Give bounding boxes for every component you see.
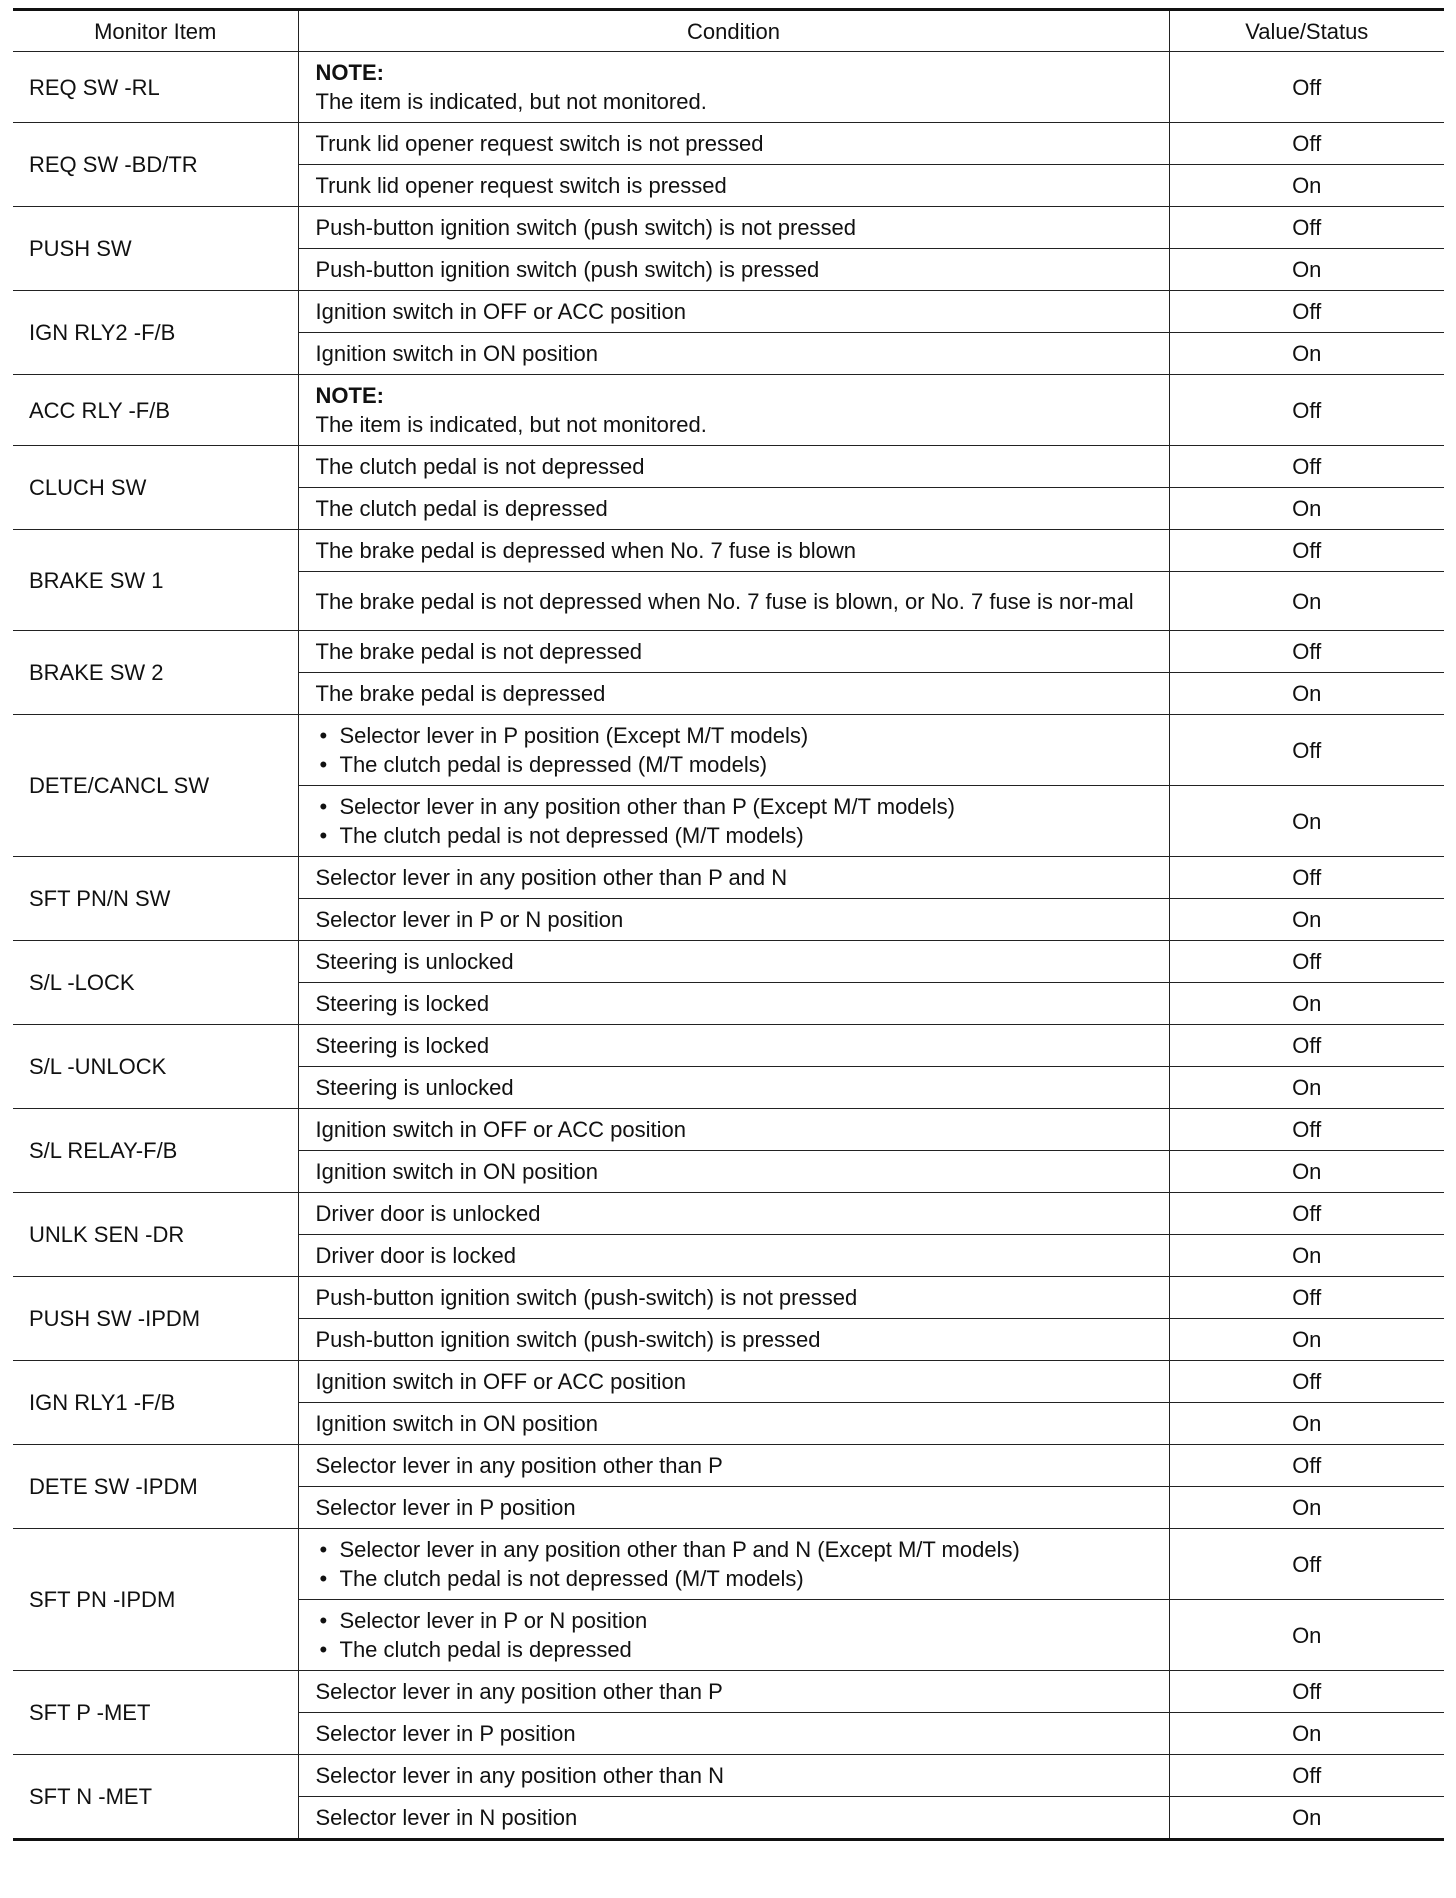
condition-cell: Steering is unlocked xyxy=(298,941,1169,983)
table-row xyxy=(13,375,1444,446)
value-status-cell: Off xyxy=(1169,1277,1444,1319)
value-status-cell: On xyxy=(1169,1713,1444,1755)
value-status-cell: On xyxy=(1169,1487,1444,1529)
condition-cell: Steering is locked xyxy=(298,1025,1169,1067)
value-status-cell: Off xyxy=(1169,123,1444,165)
note-label: NOTE: xyxy=(315,383,384,408)
table-row xyxy=(13,1671,1444,1713)
bullet-item: • Selector lever in any position other than P (Except M/T models) xyxy=(316,792,1155,821)
monitor-item-cell: S/L RELAY-F/B xyxy=(13,1109,298,1193)
condition-cell: Push-button ignition switch (push-switch) is pressed xyxy=(298,1319,1169,1361)
condition-cell: Ignition switch in OFF or ACC position xyxy=(298,1109,1169,1151)
monitor-item-cell: DETE SW -IPDM xyxy=(13,1445,298,1529)
value-status-cell: Off xyxy=(1169,1445,1444,1487)
monitor-item-cell: IGN RLY2 -F/B xyxy=(13,291,298,375)
table-row xyxy=(13,530,1444,572)
condition-cell: Ignition switch in OFF or ACC position xyxy=(298,291,1169,333)
value-status-cell: On xyxy=(1169,165,1444,207)
value-status-cell: On xyxy=(1169,1151,1444,1193)
value-status-cell: On xyxy=(1169,1067,1444,1109)
condition-cell xyxy=(298,375,1169,446)
table-row xyxy=(13,291,1444,333)
condition-cell xyxy=(298,1600,1169,1671)
table-row xyxy=(13,123,1444,165)
value-status-cell: Off xyxy=(1169,1755,1444,1797)
condition-cell: The clutch pedal is depressed xyxy=(298,488,1169,530)
condition-cell: The brake pedal is depressed xyxy=(298,673,1169,715)
condition-cell xyxy=(298,1529,1169,1600)
condition-cell: Selector lever in any position other than P and N xyxy=(298,857,1169,899)
header-value-status: Value/Status xyxy=(1169,10,1444,52)
table-row xyxy=(13,1277,1444,1319)
table-row xyxy=(13,207,1444,249)
table-row xyxy=(13,631,1444,673)
table-row xyxy=(13,941,1444,983)
monitor-item-cell: UNLK SEN -DR xyxy=(13,1193,298,1277)
monitor-item-cell: SFT PN/N SW xyxy=(13,857,298,941)
condition-cell: Push-button ignition switch (push switch) is not pressed xyxy=(298,207,1169,249)
monitor-item-cell: SFT N -MET xyxy=(13,1755,298,1840)
bullet-list xyxy=(316,1606,1155,1664)
value-status-cell: On xyxy=(1169,983,1444,1025)
bullet-list xyxy=(316,792,1155,850)
note-label: NOTE: xyxy=(315,60,384,85)
bullet-item: • Selector lever in any position other than P and N (Except M/T models) xyxy=(316,1535,1155,1564)
condition-cell: Ignition switch in OFF or ACC position xyxy=(298,1361,1169,1403)
condition-cell: Selector lever in N position xyxy=(298,1797,1169,1840)
condition-cell: Push-button ignition switch (push switch) is pressed xyxy=(298,249,1169,291)
condition-cell: The brake pedal is not depressed xyxy=(298,631,1169,673)
table-row xyxy=(13,1025,1444,1067)
bullet-item: • The clutch pedal is depressed xyxy=(316,1635,1155,1664)
value-status-cell: Off xyxy=(1169,375,1444,446)
monitor-item-cell: IGN RLY1 -F/B xyxy=(13,1361,298,1445)
value-status-cell: On xyxy=(1169,572,1444,631)
condition-cell xyxy=(298,715,1169,786)
table-row xyxy=(13,1529,1444,1600)
condition-cell: Driver door is locked xyxy=(298,1235,1169,1277)
monitor-item-cell: SFT PN -IPDM xyxy=(13,1529,298,1671)
bullet-item: • Selector lever in P position (Except M/T models) xyxy=(316,721,1155,750)
monitor-item-cell: S/L -LOCK xyxy=(13,941,298,1025)
value-status-cell: Off xyxy=(1169,207,1444,249)
table-row xyxy=(13,1755,1444,1797)
table-row xyxy=(13,1445,1444,1487)
value-status-cell: Off xyxy=(1169,1671,1444,1713)
monitor-item-cell: REQ SW -RL xyxy=(13,52,298,123)
value-status-cell: Off xyxy=(1169,1361,1444,1403)
monitor-item-cell: ACC RLY -F/B xyxy=(13,375,298,446)
monitor-item-cell: SFT P -MET xyxy=(13,1671,298,1755)
condition-cell: Push-button ignition switch (push-switch) is not pressed xyxy=(298,1277,1169,1319)
table-row xyxy=(13,52,1444,123)
value-status-cell: Off xyxy=(1169,1193,1444,1235)
value-status-cell: On xyxy=(1169,1797,1444,1840)
condition-cell xyxy=(298,786,1169,857)
header-row xyxy=(13,10,1444,52)
table-row xyxy=(13,857,1444,899)
table-row xyxy=(13,446,1444,488)
condition-cell: Selector lever in P position xyxy=(298,1487,1169,1529)
monitor-item-cell: DETE/CANCL SW xyxy=(13,715,298,857)
condition-cell: Selector lever in P or N position xyxy=(298,899,1169,941)
value-status-cell: Off xyxy=(1169,715,1444,786)
value-status-cell: On xyxy=(1169,1319,1444,1361)
condition-cell: Selector lever in P position xyxy=(298,1713,1169,1755)
condition-cell: Ignition switch in ON position xyxy=(298,333,1169,375)
value-status-cell: Off xyxy=(1169,446,1444,488)
table-row xyxy=(13,1193,1444,1235)
bullet-list xyxy=(316,721,1155,779)
table-row xyxy=(13,1109,1444,1151)
condition-cell: Trunk lid opener request switch is pressed xyxy=(298,165,1169,207)
value-status-cell: Off xyxy=(1169,1109,1444,1151)
monitor-item-cell: S/L -UNLOCK xyxy=(13,1025,298,1109)
value-status-cell: On xyxy=(1169,786,1444,857)
table-row xyxy=(13,1361,1444,1403)
bullet-list xyxy=(316,1535,1155,1593)
value-status-cell: Off xyxy=(1169,1025,1444,1067)
value-status-cell: Off xyxy=(1169,52,1444,123)
value-status-cell: On xyxy=(1169,1403,1444,1445)
note-text: The item is indicated, but not monitored. xyxy=(315,89,707,114)
table-body xyxy=(13,52,1444,1840)
condition-cell: The brake pedal is not depressed when No. 7 fuse is blown, or No. 7 fuse is nor-mal xyxy=(298,572,1169,631)
condition-cell: Driver door is unlocked xyxy=(298,1193,1169,1235)
table-row xyxy=(13,715,1444,786)
value-status-cell: On xyxy=(1169,333,1444,375)
condition-cell: Selector lever in any position other than N xyxy=(298,1755,1169,1797)
note-text: The item is indicated, but not monitored. xyxy=(315,412,707,437)
value-status-cell: On xyxy=(1169,1600,1444,1671)
value-status-cell: On xyxy=(1169,1235,1444,1277)
value-status-cell: On xyxy=(1169,249,1444,291)
bullet-item: • The clutch pedal is not depressed (M/T models) xyxy=(316,1564,1155,1593)
table-header xyxy=(13,10,1444,52)
condition-cell: Selector lever in any position other than P xyxy=(298,1671,1169,1713)
value-status-cell: On xyxy=(1169,673,1444,715)
header-monitor-item: Monitor Item xyxy=(13,10,298,52)
value-status-cell: Off xyxy=(1169,631,1444,673)
value-status-cell: Off xyxy=(1169,530,1444,572)
condition-cell: Ignition switch in ON position xyxy=(298,1403,1169,1445)
condition-cell: Steering is unlocked xyxy=(298,1067,1169,1109)
monitor-item-cell: BRAKE SW 2 xyxy=(13,631,298,715)
value-status-cell: On xyxy=(1169,899,1444,941)
monitor-item-cell: CLUCH SW xyxy=(13,446,298,530)
condition-cell: Steering is locked xyxy=(298,983,1169,1025)
bullet-item: • The clutch pedal is depressed (M/T models) xyxy=(316,750,1155,779)
value-status-cell: Off xyxy=(1169,1529,1444,1600)
bullet-item: • The clutch pedal is not depressed (M/T models) xyxy=(316,821,1155,850)
value-status-cell: Off xyxy=(1169,941,1444,983)
condition-cell: The clutch pedal is not depressed xyxy=(298,446,1169,488)
monitor-item-cell: BRAKE SW 1 xyxy=(13,530,298,631)
monitor-item-cell: PUSH SW xyxy=(13,207,298,291)
condition-cell xyxy=(298,52,1169,123)
value-status-cell: On xyxy=(1169,488,1444,530)
monitor-item-cell: PUSH SW -IPDM xyxy=(13,1277,298,1361)
condition-cell: Ignition switch in ON position xyxy=(298,1151,1169,1193)
value-status-cell: Off xyxy=(1169,291,1444,333)
monitor-item-table xyxy=(13,8,1444,1841)
monitor-item-cell: REQ SW -BD/TR xyxy=(13,123,298,207)
value-status-cell: Off xyxy=(1169,857,1444,899)
bullet-item: • Selector lever in P or N position xyxy=(316,1606,1155,1635)
header-condition: Condition xyxy=(298,10,1169,52)
condition-cell: The brake pedal is depressed when No. 7 fuse is blown xyxy=(298,530,1169,572)
condition-cell: Selector lever in any position other than P xyxy=(298,1445,1169,1487)
condition-cell: Trunk lid opener request switch is not pressed xyxy=(298,123,1169,165)
